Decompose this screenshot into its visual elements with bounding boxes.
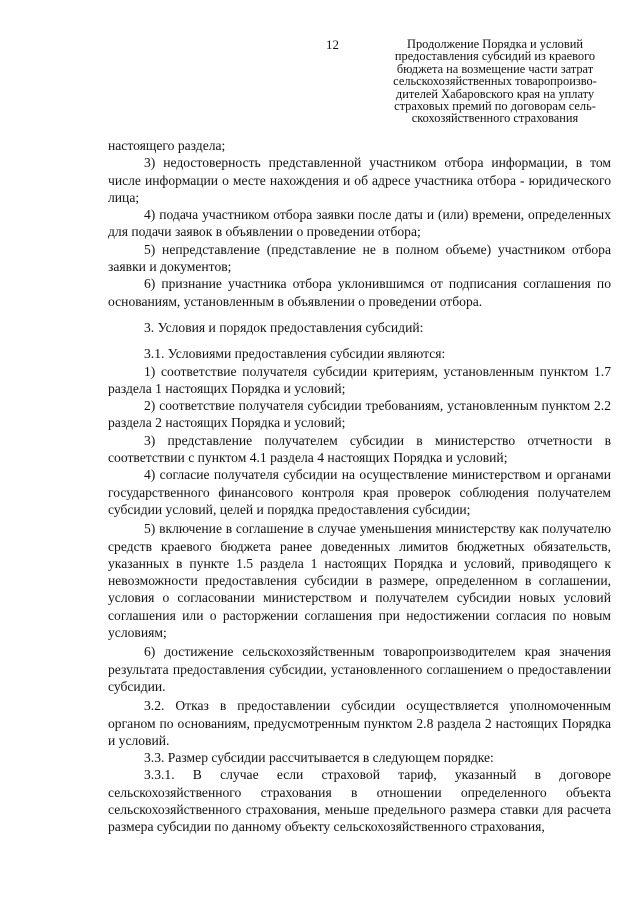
page-number: 12 (326, 37, 339, 52)
paragraph: 3.3. Размер субсидии рассчитывается в следующем порядке: (144, 750, 494, 766)
running-head-line: скохозяйственного страхования (411, 111, 579, 126)
paragraph: 3.2. Отказ в предоставлении субсидии осуществляется уполномоченным органом по основаниям, предусмотренным пунктом 2.8 раздела 2 настоящих Порядка и условий. (108, 698, 611, 748)
paragraph: 3.1. Условиями предоставления субсидии являются: (144, 346, 446, 362)
section-heading: 3. Условия и порядок предоставления субсидий: (144, 319, 424, 335)
running-head-line: предоставления субсидий из краевого (394, 49, 596, 64)
running-head-line: дителей Хабаровского края на уплату (395, 86, 595, 101)
running-head (372, 38, 618, 125)
running-head-line: сельскохозяйственных товаропроизво- (393, 74, 597, 89)
paragraph: 2) соответствие получателя субсидии требованиям, установленным пунктом 2.2 раздела 2 настоящих Порядка и условий; (108, 398, 611, 431)
paragraph: 3.3.1. В случае если страховой тариф, указанный в договоре сельскохозяйственного страхования в отношении определенного объекта сельскохозяйственного страхования, меньше предельного размера ставки для расчета размера субсидии по данному объекту сельскохозяйственного страхования, (108, 767, 611, 835)
paragraph: 5) непредставление (представление не в полном объеме) участником отбора заявки и документов; (108, 241, 611, 275)
running-head-line: Продолжение Порядка и условий (407, 37, 583, 51)
paragraph: 1) соответствие получателя субсидии критериям, установленным пунктом 1.7 раздела 1 настоящих Порядка и условий; (108, 363, 611, 396)
paragraph: 4) согласие получателя субсидии на осуществление министерством и органами государственного финансового контроля края проверок соблюдения получателем субсидии условий, целей и порядка предоставления субсидии; (108, 467, 611, 517)
paragraph: 4) подача участником отбора заявки после даты и (или) времени, определенных для подачи заявок в объявлении о проведении отбора; (108, 207, 611, 240)
paragraph: 3) представление получателем субсидии в министерство отчетности в соответствии с пунктом 4.1 раздела 4 настоящих Порядка и условий; (108, 432, 611, 466)
running-head-line: бюджета на возмещение части затрат (396, 61, 594, 76)
paragraph: 5) включение в соглашение в случае уменьшения министерству как получателю средств краевого бюджета ранее доведенных лимитов бюджетных обязательств, указанных в пункте 1.5 раздела 1 настоящих Порядка и условий, приводящего к невозможности предоставления субсидии в размере, определенном в соглашении, условия о согласовании министерством и получателем субсидии новых условий соглашения или о расторжении соглашения при недостижении согласия по новым условиям; (108, 521, 611, 641)
document-body (108, 137, 611, 836)
paragraph: 6) достижение сельскохозяйственным товаропроизводителем края значения результата предоставления субсидии, установленного соглашением о предоставлении субсидии. (108, 644, 611, 694)
paragraph: 3) недостоверность представленной участником отбора информации, в том числе информации о месте нахождения и об адресе участника отбора - юридического лица; (108, 155, 611, 205)
paragraph: 6) признание участника отбора уклонившимся от подписания соглашения по основаниям, установленным в объявлении о проведении отбора. (108, 276, 611, 309)
paragraph: настоящего раздела; (108, 138, 226, 153)
running-head-line: страховых премий по договорам сель- (394, 99, 596, 114)
